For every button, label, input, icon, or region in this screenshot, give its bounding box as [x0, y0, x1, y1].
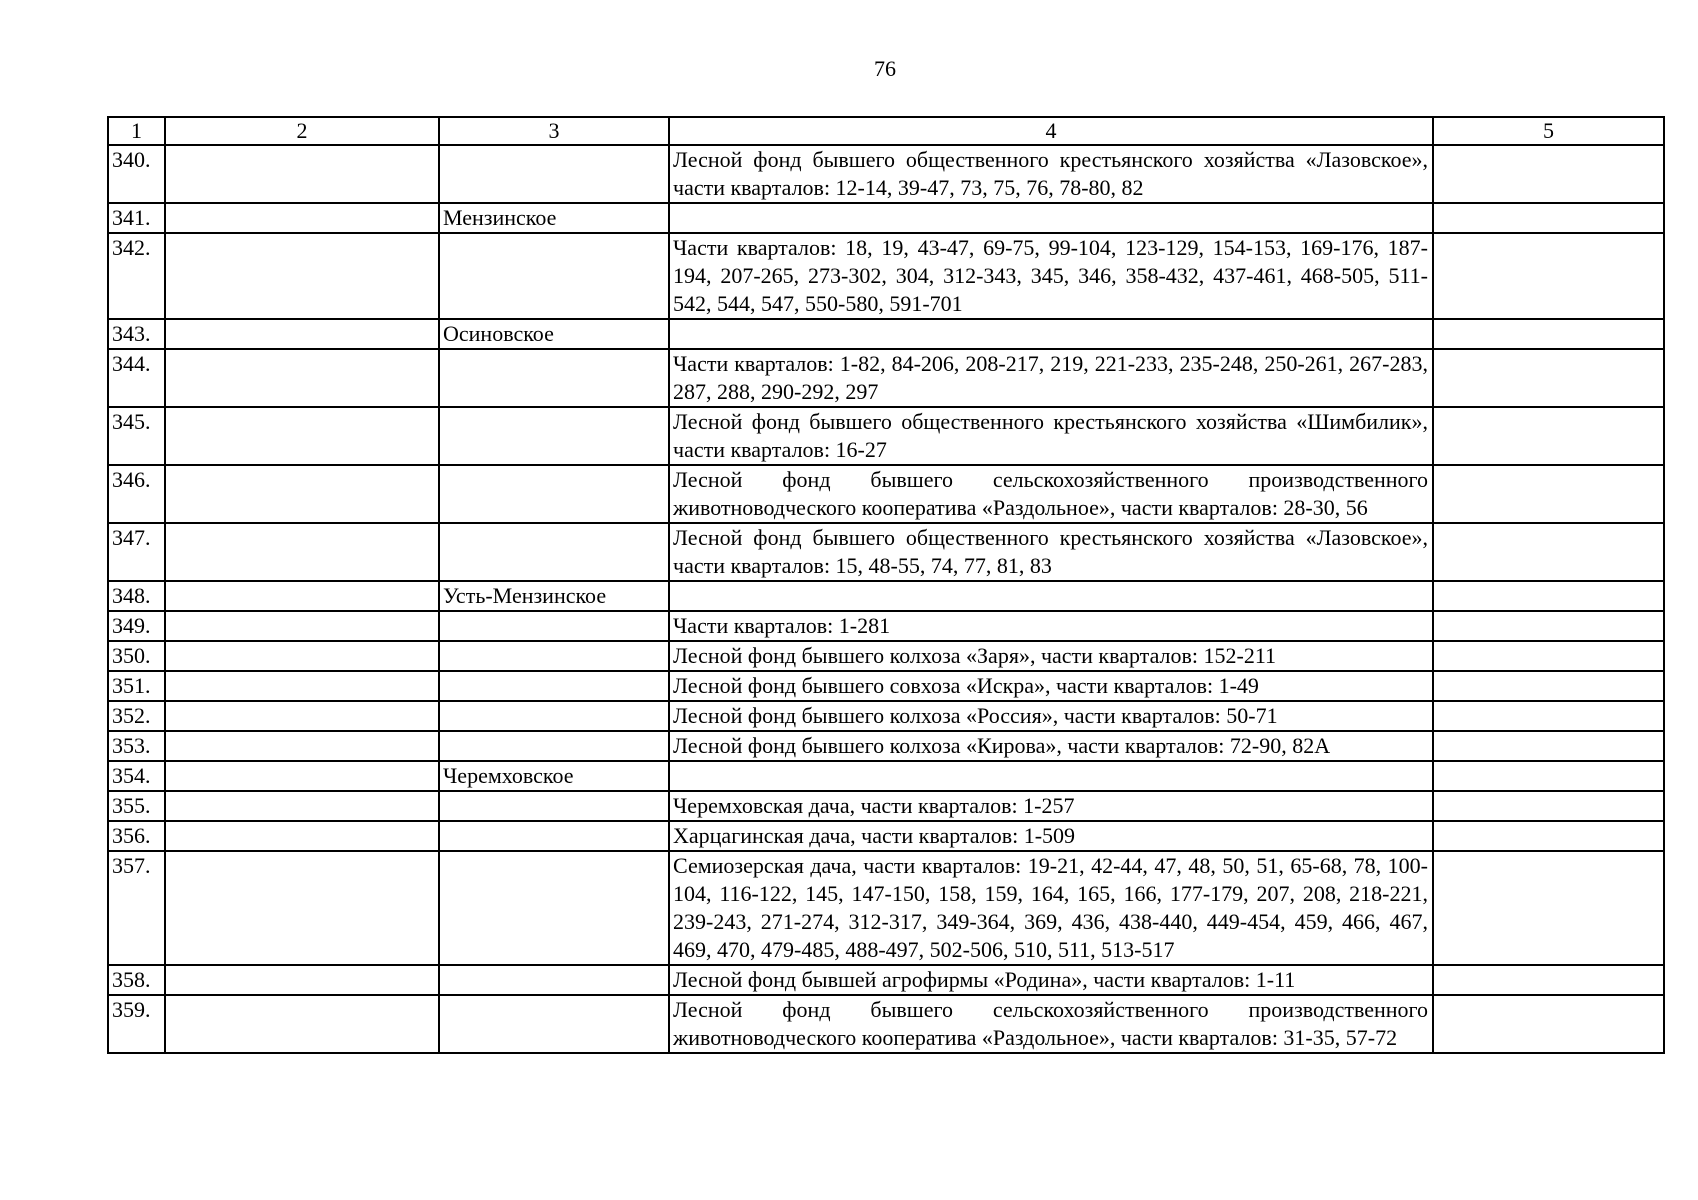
- quarters-description-cell: Лесной фонд бывшего общественного крестьянского хозяйства «Шимбилик», части кварталов: 16-27: [669, 407, 1433, 465]
- table-row: [108, 407, 1664, 465]
- table-row: [108, 731, 1664, 761]
- table-row: [108, 851, 1664, 965]
- district-cell: [439, 731, 669, 761]
- quarters-description-cell: Лесной фонд бывшего сельскохозяйственного производственного животноводческого кооператива «Раздольное», части кварталов: 31-35, 57-72: [669, 995, 1433, 1053]
- row-number-cell: 344.: [108, 349, 165, 407]
- district-cell: Осиновское: [439, 319, 669, 349]
- district-cell: Мензинское: [439, 203, 669, 233]
- col5-cell: [1433, 349, 1664, 407]
- col5-cell: [1433, 233, 1664, 319]
- quarters-description-cell: Лесной фонд бывшего общественного крестьянского хозяйства «Лазовское», части кварталов: 15, 48-55, 74, 77, 81, 83: [669, 523, 1433, 581]
- district-cell: [439, 233, 669, 319]
- quarters-description-cell: Лесной фонд бывшего общественного крестьянского хозяйства «Лазовское», части кварталов: 12-14, 39-47, 73, 75, 76, 78-80, 82: [669, 145, 1433, 203]
- table-row: [108, 145, 1664, 203]
- col2-cell: [165, 791, 439, 821]
- col2-cell: [165, 233, 439, 319]
- forest-quarters-table: [107, 116, 1665, 1054]
- district-cell: [439, 821, 669, 851]
- quarters-description-cell: Лесной фонд бывшего совхоза «Искра», части кварталов: 1-49: [669, 671, 1433, 701]
- quarters-description-cell: Семиозерская дача, части кварталов: 19-21, 42-44, 47, 48, 50, 51, 65-68, 78, 100-104, 116-122, 145, 147-150, 158, 159, 164, 165, 166, 177-179, 207, 208, 218-221, 239-243, 271-274, 312-317, 349-364, 369, 436, 438-440, 449-454, 459, 466, 467, 469, 470, 479-485, 488-497, 502-506, 510, 511, 513-517: [669, 851, 1433, 965]
- header-col-1: 1: [108, 117, 165, 145]
- col2-cell: [165, 581, 439, 611]
- district-cell: [439, 611, 669, 641]
- row-number-cell: 356.: [108, 821, 165, 851]
- table-row: [108, 965, 1664, 995]
- row-number-cell: 358.: [108, 965, 165, 995]
- col5-cell: [1433, 465, 1664, 523]
- header-col-2: 2: [165, 117, 439, 145]
- header-col-4: 4: [669, 117, 1433, 145]
- quarters-description-cell: Лесной фонд бывшего сельскохозяйственного производственного животноводческого кооператива «Раздольное», части кварталов: 28-30, 56: [669, 465, 1433, 523]
- col5-cell: [1433, 523, 1664, 581]
- col5-cell: [1433, 203, 1664, 233]
- row-number-cell: 351.: [108, 671, 165, 701]
- district-cell: [439, 407, 669, 465]
- row-number-cell: 350.: [108, 641, 165, 671]
- quarters-description-cell: Лесной фонд бывшей агрофирмы «Родина», части кварталов: 1-11: [669, 965, 1433, 995]
- col2-cell: [165, 965, 439, 995]
- table-row: [108, 233, 1664, 319]
- row-number-cell: 346.: [108, 465, 165, 523]
- quarters-description-cell: [669, 761, 1433, 791]
- row-number-cell: 341.: [108, 203, 165, 233]
- row-number-cell: 349.: [108, 611, 165, 641]
- col2-cell: [165, 761, 439, 791]
- row-number-cell: 352.: [108, 701, 165, 731]
- row-number-cell: 353.: [108, 731, 165, 761]
- table-row: [108, 641, 1664, 671]
- table-row: [108, 523, 1664, 581]
- row-number-cell: 345.: [108, 407, 165, 465]
- col5-cell: [1433, 995, 1664, 1053]
- table-body: [108, 145, 1664, 1053]
- col5-cell: [1433, 671, 1664, 701]
- row-number-cell: 342.: [108, 233, 165, 319]
- col2-cell: [165, 465, 439, 523]
- table-row: [108, 203, 1664, 233]
- col2-cell: [165, 319, 439, 349]
- col2-cell: [165, 407, 439, 465]
- col2-cell: [165, 611, 439, 641]
- col5-cell: [1433, 731, 1664, 761]
- row-number-cell: 343.: [108, 319, 165, 349]
- district-cell: [439, 791, 669, 821]
- quarters-description-cell: Черемховская дача, части кварталов: 1-257: [669, 791, 1433, 821]
- table-row: [108, 761, 1664, 791]
- quarters-description-cell: [669, 581, 1433, 611]
- table-row: [108, 995, 1664, 1053]
- col2-cell: [165, 701, 439, 731]
- col5-cell: [1433, 581, 1664, 611]
- district-cell: [439, 671, 669, 701]
- col5-cell: [1433, 319, 1664, 349]
- table-row: [108, 465, 1664, 523]
- col5-cell: [1433, 761, 1664, 791]
- col2-cell: [165, 523, 439, 581]
- col2-cell: [165, 671, 439, 701]
- quarters-description-cell: Харцагинская дача, части кварталов: 1-509: [669, 821, 1433, 851]
- district-cell: [439, 851, 669, 965]
- table-row: [108, 611, 1664, 641]
- col2-cell: [165, 641, 439, 671]
- row-number-cell: 357.: [108, 851, 165, 965]
- header-col-5: 5: [1433, 117, 1664, 145]
- col5-cell: [1433, 145, 1664, 203]
- quarters-description-cell: Части кварталов: 18, 19, 43-47, 69-75, 99-104, 123-129, 154-153, 169-176, 187-194, 207-265, 273-302, 304, 312-343, 345, 346, 358-432, 437-461, 468-505, 511-542, 544, 547, 550-580, 591-701: [669, 233, 1433, 319]
- district-cell: [439, 465, 669, 523]
- col2-cell: [165, 851, 439, 965]
- col5-cell: [1433, 641, 1664, 671]
- page-number: 76: [874, 56, 896, 81]
- row-number-cell: 348.: [108, 581, 165, 611]
- row-number-cell: 359.: [108, 995, 165, 1053]
- district-cell: [439, 965, 669, 995]
- col5-cell: [1433, 965, 1664, 995]
- row-number-cell: 354.: [108, 761, 165, 791]
- district-cell: [439, 145, 669, 203]
- row-number-cell: 347.: [108, 523, 165, 581]
- col5-cell: [1433, 821, 1664, 851]
- district-cell: [439, 995, 669, 1053]
- district-cell: [439, 523, 669, 581]
- table-row: [108, 349, 1664, 407]
- col2-cell: [165, 349, 439, 407]
- district-cell: [439, 701, 669, 731]
- col5-cell: [1433, 407, 1664, 465]
- col2-cell: [165, 731, 439, 761]
- header-col-3: 3: [439, 117, 669, 145]
- col2-cell: [165, 995, 439, 1053]
- col5-cell: [1433, 611, 1664, 641]
- quarters-description-cell: Части кварталов: 1-82, 84-206, 208-217, 219, 221-233, 235-248, 250-261, 267-283, 287, 288, 290-292, 297: [669, 349, 1433, 407]
- table-row: [108, 701, 1664, 731]
- quarters-description-cell: [669, 319, 1433, 349]
- quarters-description-cell: Части кварталов: 1-281: [669, 611, 1433, 641]
- district-cell: Черемховское: [439, 761, 669, 791]
- header-row: [108, 117, 1664, 145]
- district-cell: [439, 349, 669, 407]
- col5-cell: [1433, 851, 1664, 965]
- table-row: [108, 581, 1664, 611]
- table-row: [108, 671, 1664, 701]
- col2-cell: [165, 821, 439, 851]
- table-row: [108, 319, 1664, 349]
- col2-cell: [165, 145, 439, 203]
- row-number-cell: 340.: [108, 145, 165, 203]
- table-row: [108, 791, 1664, 821]
- table-row: [108, 821, 1664, 851]
- quarters-description-cell: [669, 203, 1433, 233]
- district-cell: [439, 641, 669, 671]
- quarters-description-cell: Лесной фонд бывшего колхоза «Россия», части кварталов: 50-71: [669, 701, 1433, 731]
- quarters-description-cell: Лесной фонд бывшего колхоза «Кирова», части кварталов: 72-90, 82А: [669, 731, 1433, 761]
- col5-cell: [1433, 701, 1664, 731]
- district-cell: Усть-Мензинское: [439, 581, 669, 611]
- col2-cell: [165, 203, 439, 233]
- row-number-cell: 355.: [108, 791, 165, 821]
- quarters-description-cell: Лесной фонд бывшего колхоза «Заря», части кварталов: 152-211: [669, 641, 1433, 671]
- col5-cell: [1433, 791, 1664, 821]
